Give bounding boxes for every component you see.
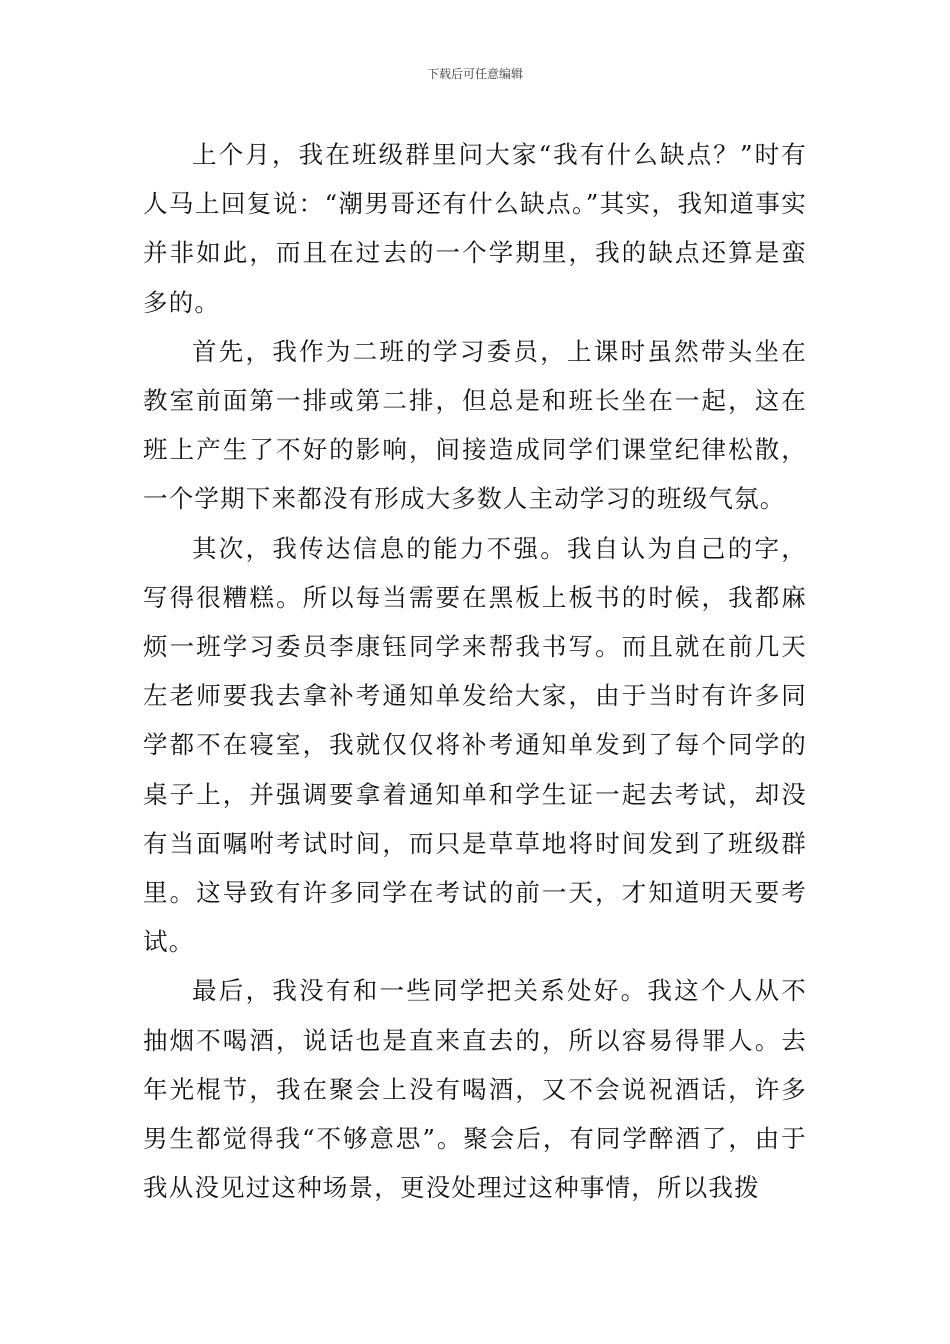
paragraph-2: 首先，我作为二班的学习委员，上课时虽然带头坐在教室前面第一排或第二排，但总是和班长坐在一起，这在班上产生了不好的影响，间接造成同学们课堂纪律松散，一个学期下来都没有形成大多数人主动学习的班级气氛。	[143, 336, 807, 514]
paragraph-1: 上个月，我在班级群里问大家“我有什么缺点？”时有人马上回复说：“潮男哥还有什么缺点。”其实，我知道事实并非如此，而且在过去的一个学期里，我的缺点还算是蛮多的。	[143, 140, 807, 317]
paragraph-4: 最后，我没有和一些同学把关系处好。我这个人从不抽烟不喝酒，说话也是直来直去的，所以容易得罪人。去年光棍节，我在聚会上没有喝酒，又不会说祝酒话，许多男生都觉得我“不够意思”。聚会后，有同学醉酒了，由于我从没见过这种场景，更没处理过这种事情，所以我拨	[143, 976, 807, 1203]
page-header: 下载后可任意编辑	[426, 67, 523, 81]
document-body	[143, 130, 807, 1212]
paragraph-3: 其次，我传达信息的能力不强。我自认为自己的字，写得很糟糕。所以每当需要在黑板上板书的时候，我都麻烦一班学习委员李康钰同学来帮我书写。而且就在前几天左老师要我去拿补考通知单发给大家，由于当时有许多同学都不在寝室，我就仅仅将补考通知单发到了每个同学的桌子上，并强调要拿着通知单和学生证一起去考试，却没有当面嘱咐考试时间，而只是草草地将时间发到了班级群里。这导致有许多同学在考试的前一天，才知道明天要考试。	[143, 533, 807, 957]
